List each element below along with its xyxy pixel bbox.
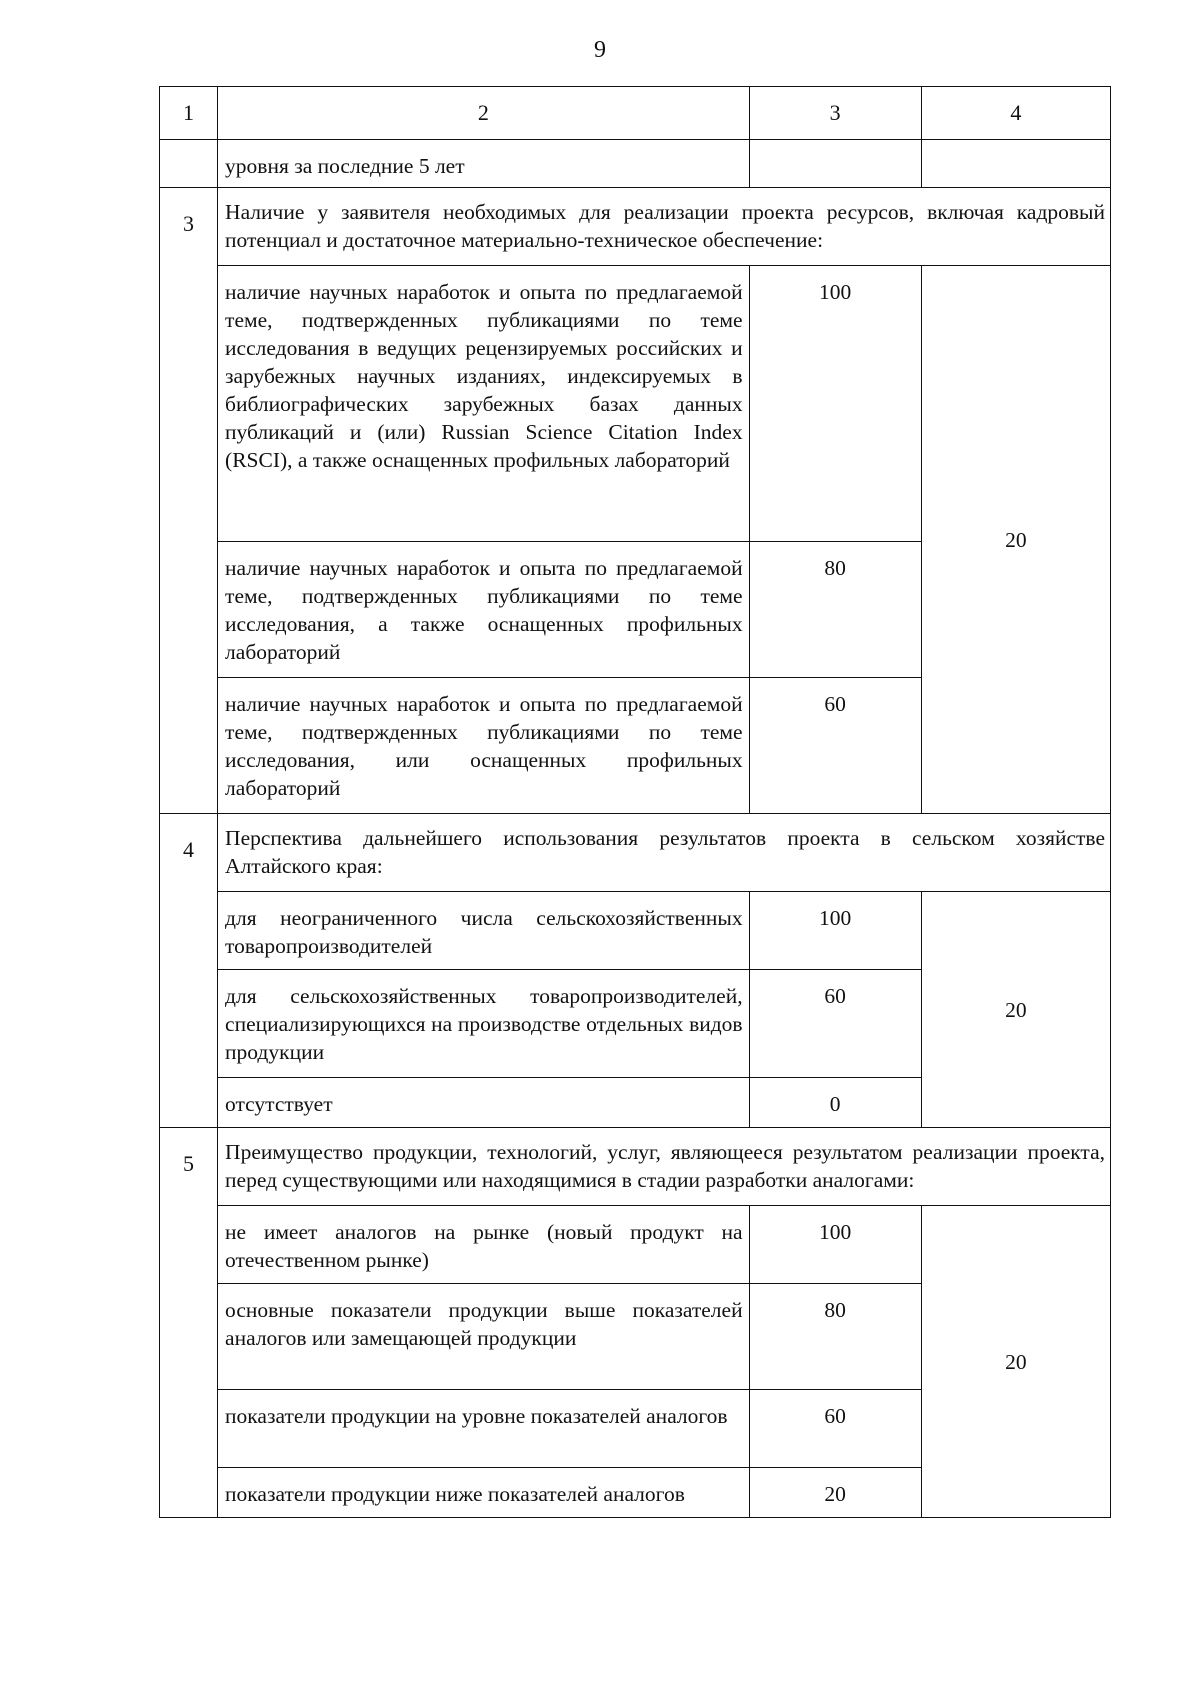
- header-cell: 3: [749, 87, 921, 140]
- option-row: [160, 892, 1111, 970]
- option-text: наличие научных наработок и опыта по предлагаемой теме, подтвержденных публикациями по теме исследования, или оснащенных профильных лабораторий: [218, 678, 750, 814]
- option-row: [160, 266, 1111, 542]
- option-score: 100: [749, 266, 921, 542]
- option-text: показатели продукции на уровне показателей аналогов: [218, 1390, 750, 1468]
- section-number: 3: [160, 188, 218, 814]
- section-number: 4: [160, 814, 218, 1128]
- section-row: [160, 188, 1111, 266]
- continuation-row: [160, 140, 1111, 188]
- section-title: Преимущество продукции, технологий, услуг, являющееся результатом реализации проекта, перед существующими или находящимися в стадии разработки аналогами:: [218, 1128, 1111, 1206]
- option-score: 60: [749, 970, 921, 1078]
- section-number: 5: [160, 1128, 218, 1518]
- criteria-table: [159, 86, 1111, 1518]
- section-weight: 20: [921, 1206, 1110, 1518]
- option-score: 100: [749, 1206, 921, 1284]
- table-header-row: [160, 87, 1111, 140]
- option-text: показатели продукции ниже показателей аналогов: [218, 1468, 750, 1518]
- section-title: Наличие у заявителя необходимых для реализации проекта ресурсов, включая кадровый потенциал и достаточное материально-техническое обеспечение:: [218, 188, 1111, 266]
- continuation-text: уровня за последние 5 лет: [218, 140, 750, 188]
- option-text: не имеет аналогов на рынке (новый продукт на отечественном рынке): [218, 1206, 750, 1284]
- section-weight: 20: [921, 892, 1110, 1128]
- option-text: отсутствует: [218, 1078, 750, 1128]
- option-score: 80: [749, 1284, 921, 1390]
- option-score: 80: [749, 542, 921, 678]
- option-text: наличие научных наработок и опыта по предлагаемой теме, подтвержденных публикациями по теме исследования, а также оснащенных профильных лабораторий: [218, 542, 750, 678]
- section-weight: 20: [921, 266, 1110, 814]
- option-score: 60: [749, 1390, 921, 1468]
- header-cell: 1: [160, 87, 218, 140]
- header-cell: 4: [921, 87, 1110, 140]
- section-row: [160, 1128, 1111, 1206]
- page-number: 9: [594, 37, 606, 63]
- section-row: [160, 814, 1111, 892]
- option-score: 20: [749, 1468, 921, 1518]
- header-cell: 2: [218, 87, 750, 140]
- option-text: для сельскохозяйственных товаропроизводителей, специализирующихся на производстве отдельных видов продукции: [218, 970, 750, 1078]
- option-score: 60: [749, 678, 921, 814]
- option-score: 0: [749, 1078, 921, 1128]
- option-text: для неограниченного числа сельскохозяйственных товаропроизводителей: [218, 892, 750, 970]
- option-text: наличие научных наработок и опыта по предлагаемой теме, подтвержденных публикациями по теме исследования в ведущих рецензируемых российских и зарубежных научных изданиях, индексируемых в библиографических зарубежных базах данных публикаций и (или) Russian Science Citation Index (RSCI), а также оснащенных профильных лабораторий: [218, 266, 750, 542]
- option-row: [160, 1206, 1111, 1284]
- option-text: основные показатели продукции выше показателей аналогов или замещающей продукции: [218, 1284, 750, 1390]
- section-title: Перспектива дальнейшего использования результатов проекта в сельском хозяйстве Алтайского края:: [218, 814, 1111, 892]
- option-score: 100: [749, 892, 921, 970]
